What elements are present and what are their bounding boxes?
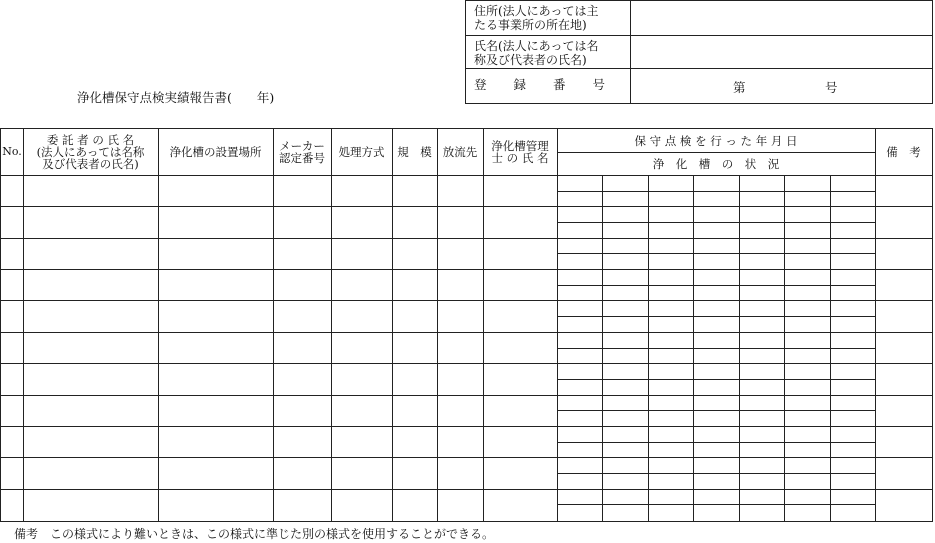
inspection-subrow-line [557,222,875,223]
applicant-info-box [465,0,933,104]
table-row [1,206,932,207]
table-row [1,300,932,301]
table-row [1,363,932,364]
header-maker-line1: メーカー [279,139,325,153]
name-label-line1: 氏名(法人にあっては名 [474,39,599,53]
table-row [1,489,932,490]
col-divider [557,129,558,521]
inspection-subrow-line [557,442,875,443]
header-inspection-date: 保 守 点 検 を 行 っ た 年 月 日 [634,133,798,148]
header-location: 浄化槽の設置場所 [169,145,262,159]
reg-prefix: 第 [733,80,746,95]
table-row [1,332,932,333]
header-method: 処理方式 [338,145,385,159]
header-scale: 規 模 [397,145,432,159]
inspection-subrow-line [557,191,875,192]
header-discharge: 放流先 [442,145,478,159]
header-no: No. [2,145,22,158]
col-divider [437,129,438,521]
col-divider [331,129,332,521]
inspection-subrow-line [557,473,875,474]
table-row [1,426,932,427]
reg-char: 番 [553,77,566,92]
reg-suffix: 号 [825,80,838,95]
reg-char: 登 [474,77,487,92]
registration-number-field[interactable] [631,69,932,103]
header-manager [483,129,557,175]
col-divider [875,129,876,521]
inspection-table [0,128,933,522]
address-row [466,1,932,36]
name-field[interactable] [631,36,932,68]
header-maker [273,129,331,175]
col-divider [273,129,274,521]
address-field[interactable] [631,1,932,35]
table-row [1,175,932,176]
inspection-subrow-line [557,410,875,411]
table-row [1,457,932,458]
address-label [466,1,631,35]
header-manager-line1: 浄化槽管理 [491,139,549,153]
header-client [23,129,158,175]
inspection-subrow-line [557,253,875,254]
registration-number-label [466,69,631,103]
col-divider [158,129,159,521]
table-row [1,395,932,396]
inspection-subrow-line [557,379,875,380]
registration-row [466,69,932,103]
header-maker-line2: 認定番号 [279,151,325,165]
inspection-subrow-line [557,348,875,349]
reg-char: 録 [513,77,527,92]
col-divider [483,129,484,521]
address-label-line2: たる事業所の所在地) [474,18,587,32]
name-label-line2: 称及び代表者の氏名) [474,53,587,67]
name-row [466,36,932,69]
header-remarks: 備 考 [886,145,921,159]
header-manager-line2: 士 の 氏 名 [491,151,549,165]
inspection-subrow-line [557,316,875,317]
col-divider [23,129,24,521]
name-label [466,36,631,68]
header-client-line2: (法人にあっては名称 [36,145,145,159]
inspection-subrow-line [557,285,875,286]
inspection-subrow-line [557,504,875,505]
report-title: 浄化槽保守点検実績報告書( 年) [77,90,275,105]
header-client-line1: 委 託 者 の 氏 名 [46,133,135,147]
address-label-line1: 住所(法人にあっては主 [474,4,599,18]
table-row [1,269,932,270]
header-client-line3: 及び代表者の氏名) [42,157,139,171]
col-divider [392,129,393,521]
table-row [1,238,932,239]
reg-char: 号 [592,77,606,92]
footnote: 備考 この様式により難いときは、この様式に準じた別の様式を使用することができる。 [14,527,495,541]
header-tank-condition: 浄 化 槽 の 状 況 [652,156,780,171]
